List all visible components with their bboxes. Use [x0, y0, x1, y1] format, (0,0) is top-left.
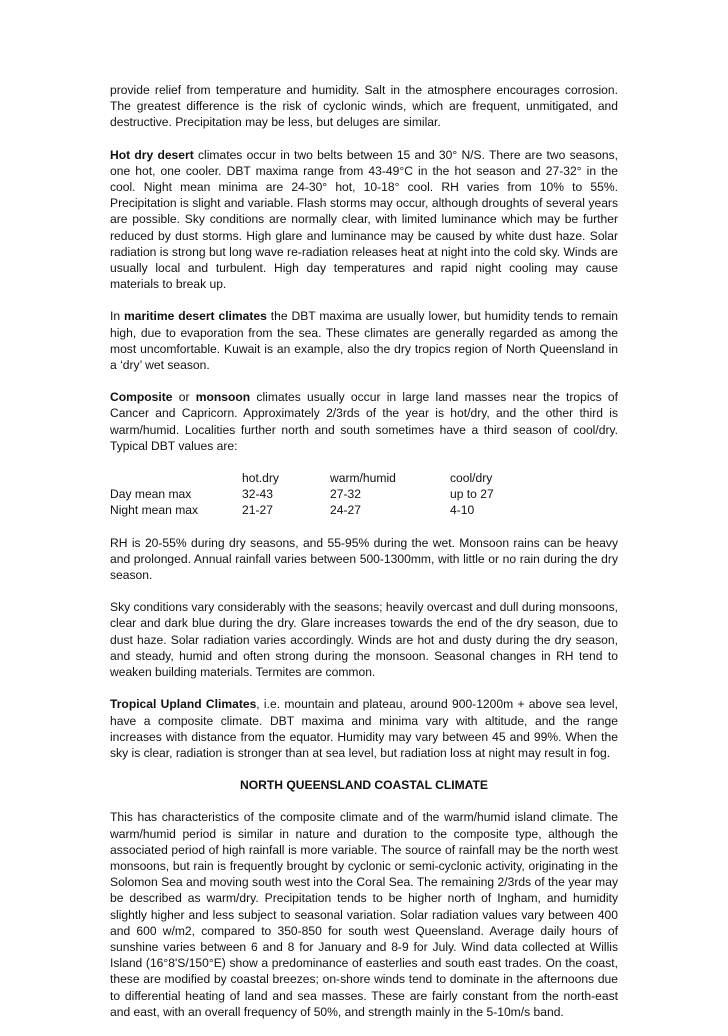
table-header-cell: hot.dry: [242, 471, 279, 486]
term-maritime-desert: maritime desert climates: [123, 309, 267, 324]
paragraph-text: or: [172, 390, 196, 405]
paragraph-text: In: [110, 309, 124, 324]
paragraph-text: climates usually occur in large land masses near the tropics of Cancer and Capricorn. Approximately 2/3rds of the year is hot/dry, and the other third is warm/humid. Localities further north and south sometimes have a third season of cool/dry. Typical DBT values are:: [110, 390, 618, 453]
paragraph-tropical-upland: [110, 696, 618, 761]
table-header-cell: cool/dry: [450, 471, 493, 486]
paragraph-composite-monsoon: [110, 389, 618, 454]
table-header-cell: [110, 470, 242, 486]
term-tropical-upland: Tropical Upland Climates: [110, 697, 257, 712]
paragraph-nq-coastal: This has characteristics of the composite climate and of the warm/humid island climate. The warm/humid period is similar in nature and duration to the composite type, although the associated period of high rainfall is more variable. The source of rainfall may be the north west monsoons, but rain is frequently brought by cyclonic or semi-cyclonic activity, originating in the Solomon Sea and moving south west into the Coral Sea. The remaining 2/3rds of the year may be described as warm/dry. Precipitation tends to be higher north of Ingham, and humidity slightly higher and less subject to seasonal variation. Solar radiation values vary between 400 and 600 w/m2, compared to 350-850 for south west Queensland. Average daily hours of sunshine varies between 6 and 8 for January and 8-9 for July. Wind data collected at Willis Island (16°8'S/150°E) show a predominance of easterlies and south east trades. On the coast, these are modified by coastal breezes; on-shore winds tend to dominate in the afternoons due to differential heating of land and sea masses. These are fairly constant from the north-east and east, with an overall frequency of 50%, and strength mainly in the 5-10m/s band.: [110, 810, 618, 1019]
dbt-values-table: [110, 470, 618, 519]
table-cell: 24-27: [330, 503, 361, 518]
term-hot-dry-desert: Hot dry desert: [110, 147, 194, 162]
paragraph-text: , i.e. mountain and plateau, around 900-1200m + above sea level, have a composite climate. DBT maxima and minima vary with altitude, and the range increases with distance from the equator. Humidity may vary between 45 and 99%. When the sky is clear, radiation is stronger than at sea level, but radiation loss at night may result in fog.: [110, 697, 618, 760]
table-cell: up to 27: [450, 487, 494, 502]
document-page: [110, 82, 618, 1036]
term-composite: Composite: [110, 390, 173, 405]
table-cell: 32-43: [242, 487, 273, 502]
table-header-cell: warm/humid: [330, 471, 396, 486]
term-monsoon: monsoon: [195, 390, 251, 405]
table-cell: Day mean max: [110, 487, 192, 502]
paragraph-sky-conditions: Sky conditions vary considerably with the seasons; heavily overcast and dull during monsoons, clear and dark blue during the dry. Glare increases towards the end of the dry season, due to dust haze. Solar radiation varies accordingly. Winds are hot and dusty during the dry season, and steady, humid and often strong during the monsoon. Seasonal changes in RH tend to weaken building materials. Termites are common.: [110, 600, 618, 680]
table-cell: 4-10: [450, 503, 475, 518]
paragraph-maritime-desert: [110, 308, 618, 373]
table-cell: 27-32: [330, 487, 361, 502]
paragraph-cyclonic-continuation: provide relief from temperature and humidity. Salt in the atmosphere encourages corrosion. The greatest difference is the risk of cyclonic winds, which are frequent, unmitigated, and destructive. Precipitation may be less, but deluges are similar.: [110, 83, 618, 130]
paragraph-rh-rainfall: RH is 20-55% during dry seasons, and 55-95% during the wet. Monsoon rains can be heavy and prolonged. Annual rainfall varies between 500-1300mm, with little or no rain during the dry season.: [110, 535, 618, 583]
table-row: [110, 502, 618, 518]
table-cell: Night mean max: [110, 503, 199, 518]
paragraph-text: the DBT maxima are usually lower, but humidity tends to remain high, due to evaporation from the sea. These climates are generally regarded as among the most uncomfortable. Kuwait is an example, also the dry tropics region of North Queensland in a ‘dry’ wet season.: [110, 309, 618, 373]
paragraph-hot-dry-desert: [110, 147, 618, 293]
section-heading: NORTH QUEENSLAND COASTAL CLIMATE: [240, 778, 488, 793]
paragraph-text: climates occur in two belts between 15 and 30° N/S. There are two seasons, one hot, one cooler. DBT maxima range from 43-49°C in the hot season and 27-32° in the cool. Night mean minima are 24-30° hot, 10-18° cool. RH varies from 10% to 55%. Precipitation is slight and variable. Flash storms may occur, although droughts of several years are possible. Sky conditions are normally clear, with limited luminance which may be further reduced by dust storms. High glare and luminance may be caused by white dust haze. Solar radiation is strong but long wave re-radiation releases heat at night into the cold sky. Winds are usually local and turbulent. High day temperatures and rapid night cooling may cause materials to break up.: [110, 147, 618, 292]
table-cell: 21-27: [242, 503, 273, 518]
table-row: [110, 486, 618, 502]
table-header-row: [110, 470, 618, 486]
